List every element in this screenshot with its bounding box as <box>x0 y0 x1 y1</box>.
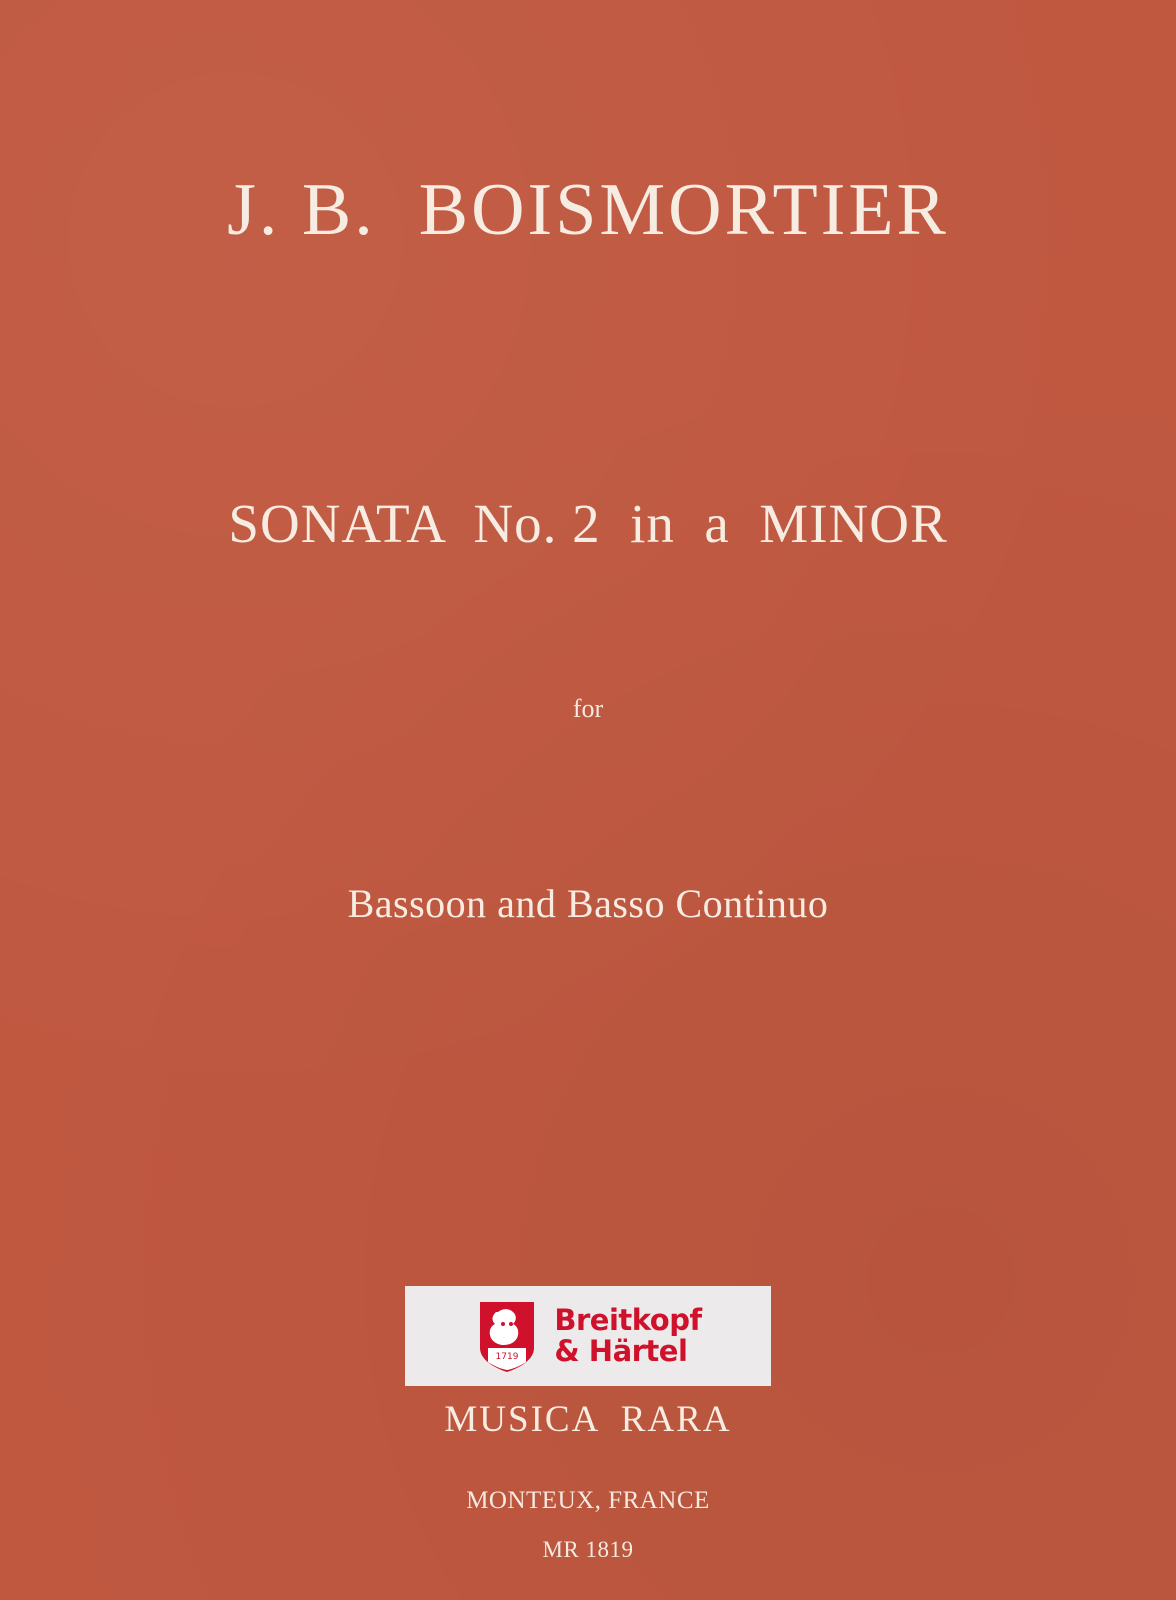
emblem-year-text: 1719 <box>495 1352 519 1362</box>
plate-number: MR 1819 <box>542 1537 634 1562</box>
publisher-city: MONTEUX, FRANCE <box>466 1487 710 1514</box>
composer-name: J. B. BOISMORTIER <box>227 169 949 251</box>
breitkopf-bear-icon <box>474 1298 540 1374</box>
for-label: for <box>572 694 604 723</box>
publisher-logo-line2: & Härtel <box>554 1334 688 1368</box>
publisher-logo <box>405 1286 771 1386</box>
instrumentation: Bassoon and Basso Continuo <box>347 881 829 926</box>
publisher-name: MUSICA RARA <box>444 1399 732 1440</box>
publisher-logo-line1: Breitkopf <box>554 1302 702 1337</box>
work-title: SONATA No. 2 in a MINOR <box>228 493 948 554</box>
publisher-logo-text <box>554 1302 702 1368</box>
